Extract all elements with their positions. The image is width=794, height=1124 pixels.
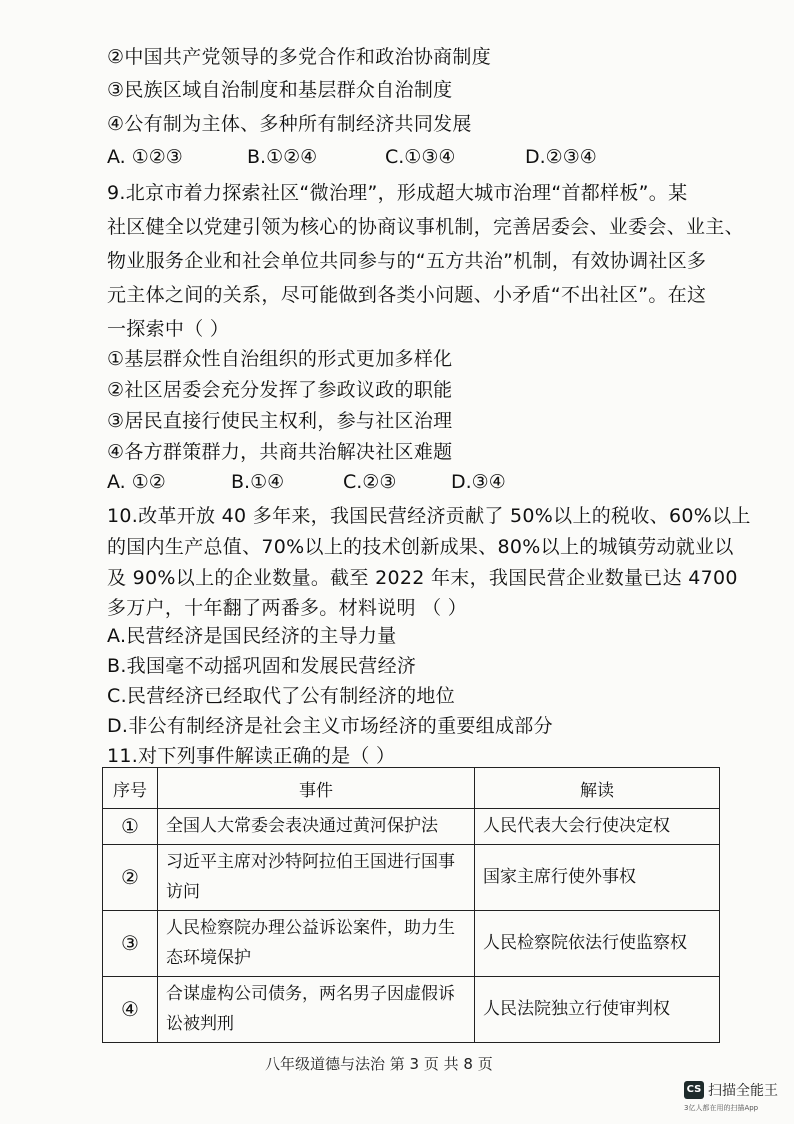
row-number: ④ <box>103 976 158 1042</box>
table-row <box>103 809 720 845</box>
q9-option-c: C.②③ <box>343 471 397 493</box>
q10-stem-line: 10.改革开放 40 多年来，我国民营经济贡献了 50%以上的税收、60%以上 <box>107 505 751 527</box>
brand-tagline: 3亿人都在用的扫描App <box>684 1104 759 1112</box>
q9-stem-line: 物业服务企业和社会单位共同参与的“五方共治”机制，有效协调社区多 <box>107 250 707 272</box>
q11-stem: 11.对下列事件解读正确的是（ ） <box>107 745 396 767</box>
table-row <box>103 844 720 910</box>
q9-stem-line: 9.北京市着力探索社区“微治理”，形成超大城市治理“首都样板”。某 <box>107 182 688 204</box>
row-number: ② <box>103 844 158 910</box>
q8-item-4: ④公有制为主体、多种所有制经济共同发展 <box>107 113 472 135</box>
q8-item-2: ②中国共产党领导的多党合作和政治协商制度 <box>107 46 492 68</box>
q9-stem-line: 社区健全以党建引领为核心的协商议事机制，完善居委会、业委会、业主、 <box>107 216 744 238</box>
q8-option-a: A. ①②③ <box>107 146 183 168</box>
camscanner-logo-icon: CS <box>684 1081 704 1099</box>
q9-item-4: ④各方群策群力，共商共治解决社区难题 <box>107 441 453 463</box>
q9-item-1: ①基层群众性自治组织的形式更加多样化 <box>107 348 453 370</box>
q10-stem-line: 多万户，十年翻了两番多。材料说明 （ ） <box>107 597 468 619</box>
q10-option-b: B.我国毫不动摇巩固和发展民营经济 <box>107 655 417 677</box>
q9-stem-line: 一探索中（ ） <box>107 318 230 340</box>
table-row <box>103 976 720 1042</box>
q10-option-a: A.民营经济是国民经济的主导力量 <box>107 625 397 647</box>
q8-option-d: D.②③④ <box>525 146 597 168</box>
page-footer: 八年级道德与法治 第 3 页 共 8 页 <box>265 1055 493 1073</box>
table-row <box>103 910 720 976</box>
q9-item-3: ③居民直接行使民主权利，参与社区治理 <box>107 410 453 432</box>
q8-option-c: C.①③④ <box>385 146 456 168</box>
row-event: 习近平主席对沙特阿拉伯王国进行国事访问 <box>158 844 475 910</box>
q9-option-b: B.①④ <box>231 471 285 493</box>
q10-stem-line: 的国内生产总值、70%以上的技术创新成果、80%以上的城镇劳动就业以 <box>107 536 734 558</box>
q8-option-b: B.①②④ <box>247 146 318 168</box>
q9-stem-line: 元主体之间的关系，尽可能做到各类小问题、小矛盾“不出社区”。在这 <box>107 284 707 306</box>
row-interpretation: 人民法院独立行使审判权 <box>475 976 720 1042</box>
header-interpretation: 解读 <box>475 768 720 809</box>
header-number: 序号 <box>103 768 158 809</box>
q8-item-3: ③民族区域自治制度和基层群众自治制度 <box>107 79 453 101</box>
q10-option-d: D.非公有制经济是社会主义市场经济的重要组成部分 <box>107 715 553 737</box>
row-number: ③ <box>103 910 158 976</box>
row-event: 合谋虚构公司债务，两名男子因虚假诉讼被判刑 <box>158 976 475 1042</box>
q9-option-d: D.③④ <box>451 471 506 493</box>
brand-name: 扫描全能王 <box>708 1083 778 1099</box>
row-event: 全国人大常委会表决通过黄河保护法 <box>158 809 475 845</box>
q11-events-table <box>102 767 720 1043</box>
header-event: 事件 <box>158 768 475 809</box>
scanner-watermark <box>684 1078 788 1118</box>
table-header-row <box>103 768 720 809</box>
q10-stem-line: 及 90%以上的企业数量。截至 2022 年末，我国民营企业数量已达 4700 <box>107 567 738 589</box>
row-event: 人民检察院办理公益诉讼案件，助力生态环境保护 <box>158 910 475 976</box>
q9-item-2: ②社区居委会充分发挥了参政议政的职能 <box>107 379 453 401</box>
row-interpretation: 国家主席行使外事权 <box>475 844 720 910</box>
q9-option-a: A. ①② <box>107 471 166 493</box>
row-interpretation: 人民代表大会行使决定权 <box>475 809 720 845</box>
q10-option-c: C.民营经济已经取代了公有制经济的地位 <box>107 685 456 707</box>
row-number: ① <box>103 809 158 845</box>
row-interpretation: 人民检察院依法行使监察权 <box>475 910 720 976</box>
